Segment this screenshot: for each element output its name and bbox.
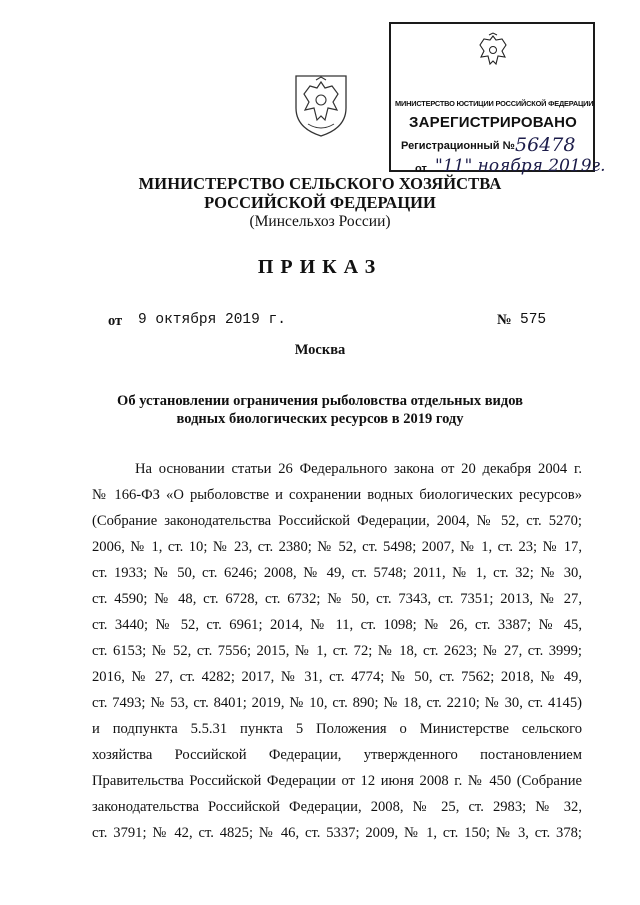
stamp-reg-number: 56478 bbox=[515, 134, 576, 156]
order-number: 575 bbox=[520, 312, 547, 328]
order-subject-line2: водных биологических ресурсов в 2019 году bbox=[176, 411, 464, 427]
body-text-line: На основании статьи 26 Федерального закона от 20 декабря 2004 г. bbox=[135, 461, 582, 477]
stamp-reg-number-label: Регистрационный № bbox=[401, 140, 515, 152]
stamp-from-label: от bbox=[415, 163, 427, 175]
order-city: Москва bbox=[294, 342, 346, 358]
body-text-line: № 166-ФЗ «О рыболовстве и сохранении водных биологических ресурсов» bbox=[92, 487, 582, 503]
body-text-line: ст. 4590; № 48, ст. 6728, ст. 6732; № 50, ст. 7343, ст. 7351; 2013, № 27, bbox=[92, 591, 582, 607]
body-text-line: 2006, № 1, ст. 10; № 23, ст. 2380; № 52, ст. 5498; 2007, № 1, ст. 23; № 17, bbox=[92, 539, 582, 555]
body-text-line: и подпункта 5.5.31 пункта 5 Положения о Министерстве сельского bbox=[92, 721, 582, 737]
document-type-title: ПРИКАЗ bbox=[257, 256, 383, 278]
stamp-reg-date: "11" ноября 2019г. bbox=[435, 156, 606, 176]
body-text-line: Правительства Российской Федерации от 12 июня 2008 г. № 450 (Собрание bbox=[92, 773, 582, 789]
ministry-short-name: (Минсельхоз России) bbox=[249, 213, 391, 230]
ministry-name-line1: МИНИСТЕРСТВО СЕЛЬСКОГО ХОЗЯЙСТВА bbox=[138, 174, 502, 193]
body-text-line: (Собрание законодательства Российской Федерации, 2004, № 52, ст. 5270; bbox=[92, 513, 582, 529]
ministry-name-line2: РОССИЙСКОЙ ФЕДЕРАЦИИ bbox=[204, 193, 436, 212]
body-text-line: 2016, № 27, ст. 4282; 2017, № 31, ст. 4774; № 50, ст. 7562; 2018, № 49, bbox=[92, 669, 582, 685]
body-text-line: хозяйства Российской Федерации, утвержденного постановлением bbox=[92, 747, 582, 763]
stamp-eagle-icon bbox=[474, 32, 512, 70]
body-text-line: ст. 3791; № 42, ст. 4825; № 46, ст. 5337; 2009, № 1, ст. 150; № 3, ст. 378; bbox=[92, 825, 582, 841]
body-text-line: ст. 7493; № 53, ст. 8401; 2019, № 10, ст. 890; № 18, ст. 2210; № 30, ст. 4145) bbox=[92, 695, 582, 711]
stamp-ministry-name: МИНИСТЕРСТВО ЮСТИЦИИ РОССИЙСКОЙ ФЕДЕРАЦИИ bbox=[395, 99, 594, 108]
order-subject-line1: Об установлении ограничения рыболовства отдельных видов bbox=[117, 393, 523, 409]
body-text-line: ст. 3440; № 52, ст. 6961; 2014, № 11, ст. 1098; № 26, ст. 3387; № 45, bbox=[92, 617, 582, 633]
body-text-line: ст. 1933; № 50, ст. 6246; 2008, № 49, ст. 5748; 2011, № 1, ст. 32; № 30, bbox=[92, 565, 582, 581]
order-number-label: № bbox=[497, 312, 512, 328]
order-date-label: от bbox=[108, 313, 123, 329]
body-text-line: ст. 6153; № 52, ст. 7556; 2015, № 1, ст. 72; № 18, ст. 2623; № 27, ст. 3999; bbox=[92, 643, 582, 659]
body-text-line: законодательства Российской Федерации, 2008, № 25, ст. 2983; № 32, bbox=[92, 799, 582, 815]
order-date: 9 октября 2019 г. bbox=[138, 312, 286, 328]
coat-of-arms-emblem-icon bbox=[290, 68, 352, 138]
stamp-registered-label: ЗАРЕГИСТРИРОВАНО bbox=[408, 114, 578, 131]
registration-stamp bbox=[389, 22, 606, 176]
